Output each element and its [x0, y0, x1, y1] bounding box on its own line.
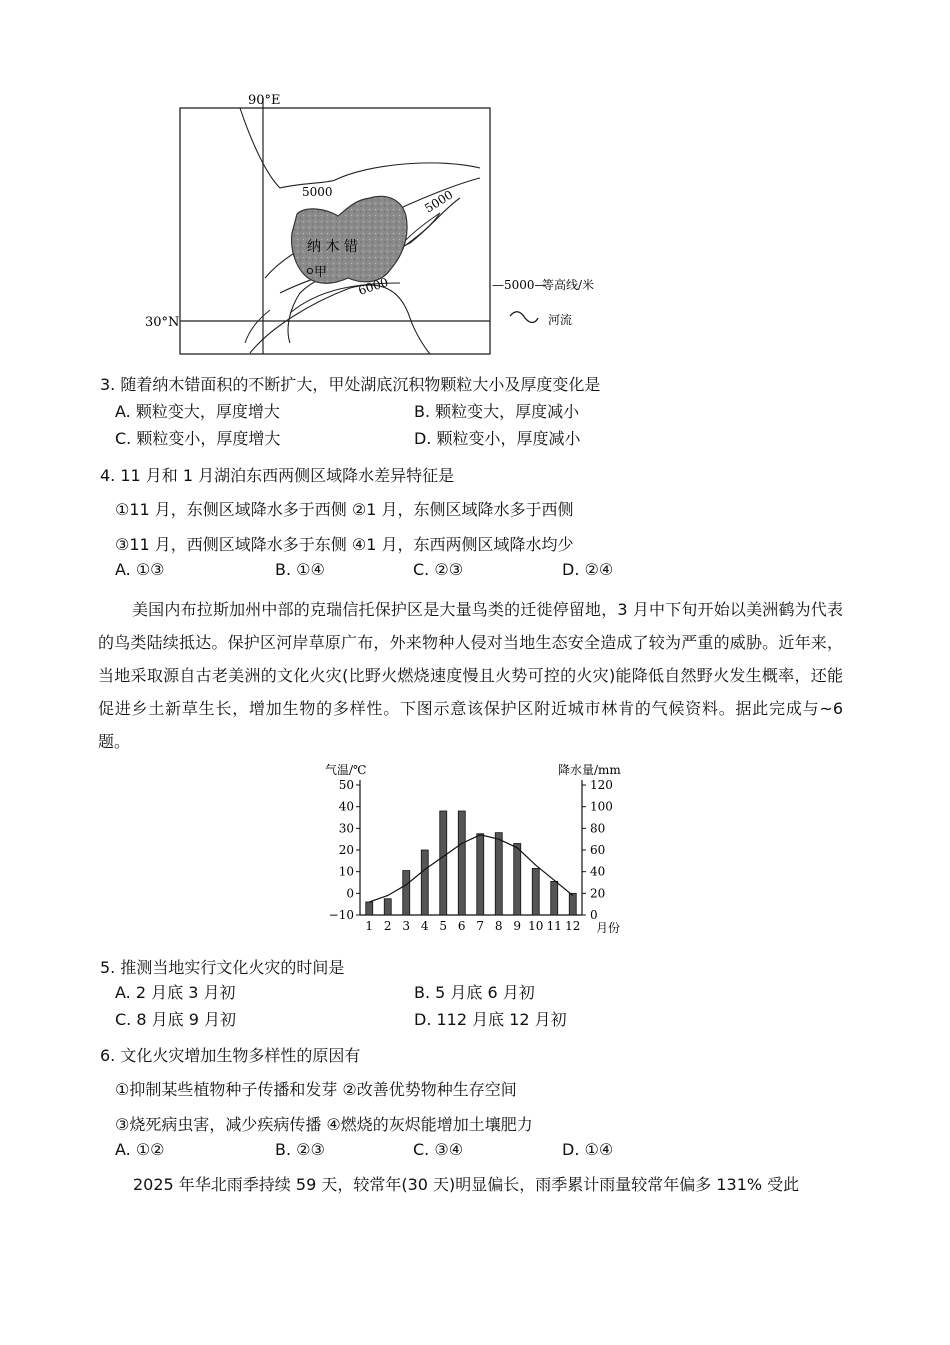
q6-option-c[interactable]: C. ③④: [413, 1140, 464, 1159]
q4-stem: 4. 11 月和 1 月湖泊东西两侧区域降水差异特征是: [100, 466, 455, 485]
right-tick-label: 120: [590, 778, 613, 792]
precip-bar-6: [458, 811, 465, 915]
precip-bar-9: [514, 844, 521, 916]
precip-bar-10: [532, 868, 539, 915]
month-label: 4: [420, 919, 429, 933]
right-tick-label: 0: [590, 908, 598, 922]
month-label: 1: [365, 919, 374, 933]
month-label: 11: [546, 919, 562, 933]
q4-option-b[interactable]: B. ①④: [275, 560, 325, 579]
q3-option-c[interactable]: C. 颗粒变小，厚度增大: [115, 429, 281, 448]
precip-bar-3: [403, 871, 410, 915]
q5-option-b[interactable]: B. 5 月底 6 月初: [414, 983, 535, 1002]
q4-option-d[interactable]: D. ②④: [562, 560, 614, 579]
q4-statement-2: ③11 月，西侧区域降水多于东侧 ④1 月，东西两侧区域降水均少: [115, 535, 574, 554]
left-tick-label: 10: [338, 864, 354, 879]
q3-stem: 3. 随着纳木错面积的不断扩大，甲处湖底沉积物颗粒大小及厚度变化是: [100, 375, 601, 394]
precip-bar-7: [477, 834, 484, 915]
right-tick-label: 80: [590, 821, 606, 836]
legend-river-label: 河流: [548, 313, 573, 327]
right-tick-label: 60: [590, 843, 606, 857]
month-label: 5: [439, 919, 448, 933]
q4-statement-1: ①11 月，东侧区域降水多于西侧 ②1 月，东侧区域降水多于西侧: [115, 500, 574, 519]
legend-contour-line: —5000—: [492, 278, 547, 292]
q4-option-c[interactable]: C. ②③: [413, 560, 464, 579]
month-label: 2: [383, 919, 392, 933]
lake-name: 纳 木 错: [307, 239, 358, 255]
river-line-b: [245, 310, 270, 343]
q6-option-a[interactable]: A. ①②: [115, 1140, 165, 1159]
precip-bar-5: [440, 811, 447, 915]
right-tick-label: 40: [590, 864, 606, 879]
left-tick-label: 50: [338, 778, 354, 792]
q6-statement-1: ①抑制某些植物种子传播和发芽 ②改善优势物种生存空间: [115, 1080, 517, 1099]
q3-option-b[interactable]: B. 颗粒变大，厚度减小: [414, 402, 580, 421]
left-tick-label: 20: [338, 843, 354, 857]
x-axis-title: 月份: [596, 921, 621, 935]
contour-label-5000-a: 5000: [302, 185, 333, 199]
temperature-line: [369, 835, 573, 902]
q5-option-a[interactable]: A. 2 月底 3 月初: [115, 983, 236, 1002]
namco-map: [140, 88, 640, 360]
q3-option-d[interactable]: D. 颗粒变小，厚度减小: [414, 429, 581, 448]
q6-option-b[interactable]: B. ②③: [275, 1140, 325, 1159]
right-axis-title: 降水量/mm: [558, 763, 621, 777]
q5-stem: 5. 推测当地实行文化火灾的时间是: [100, 958, 345, 977]
left-tick-label: 0: [346, 886, 354, 901]
precip-bar-4: [421, 850, 428, 915]
q6-stem: 6. 文化火灾增加生物多样性的原因有: [100, 1046, 361, 1065]
precip-bar-11: [551, 881, 558, 915]
left-axis-title: 气温/℃: [325, 763, 367, 777]
precip-bar-1: [366, 902, 373, 915]
climate-chart: [320, 760, 640, 940]
month-label: 10: [528, 919, 544, 933]
next-passage-line: 2025 年华北雨季持续 59 天，较常年(30 天)明显偏长，雨季累计雨量较常年偏多 131% 受此: [133, 1175, 800, 1194]
lon-label: 90°E: [248, 93, 281, 108]
month-label: 3: [402, 919, 411, 933]
passage-paragraph: 美国内布拉斯加州中部的克瑞信托保护区是大量鸟类的迁徙停留地，3 月中下旬开始以美洲鹤为代表的鸟类陆续抵达。保护区河岸草原广布，外来物种人侵对当地生态安全造成了较为严重的威胁。近年来，当地采取源自古老美洲的文化火灾(比野火燃烧速度慢且火势可控的火灾)能降低自然野火发生概率，还能促进乡土新草生长，增加生物的多样性。下图示意该保护区附近城市林肯的气候资料。据此完成与~6 题。: [98, 600, 843, 751]
left-tick-label: −10: [328, 908, 354, 922]
month-label: 6: [457, 919, 466, 933]
q5-option-c[interactable]: C. 8 月底 9 月初: [115, 1010, 236, 1029]
legend-contour-label: 等高线/米: [542, 278, 595, 292]
precip-bar-2: [384, 899, 391, 915]
month-label: 9: [513, 919, 522, 933]
q5-option-d[interactable]: D. 112 月底 12 月初: [414, 1010, 567, 1029]
right-tick-label: 20: [590, 886, 606, 901]
q6-option-d[interactable]: D. ①④: [562, 1140, 614, 1159]
precip-bar-8: [495, 833, 502, 915]
contour-label-5000-b: 5000: [422, 187, 456, 216]
month-label: 7: [476, 919, 485, 933]
right-tick-label: 100: [590, 799, 613, 814]
precip-bar-12: [569, 893, 576, 915]
contour-5000-line: [240, 108, 480, 188]
left-tick-label: 40: [338, 799, 354, 814]
month-label: 8: [494, 919, 503, 933]
month-label: 12: [565, 919, 581, 933]
contour-label-6000: 6000: [356, 275, 390, 298]
q4-option-a[interactable]: A. ①③: [115, 560, 165, 579]
point-jia-label: 甲: [314, 265, 328, 280]
q6-statement-2: ③烧死病虫害，减少疾病传播 ④燃烧的灰烬能增加土壤肥力: [115, 1115, 533, 1134]
legend-river-icon: [510, 312, 538, 323]
q3-option-a[interactable]: A. 颗粒变大，厚度增大: [115, 402, 280, 421]
contour-south-line: [250, 285, 430, 354]
lat-label: 30°N: [145, 315, 180, 330]
left-tick-label: 30: [338, 821, 354, 836]
